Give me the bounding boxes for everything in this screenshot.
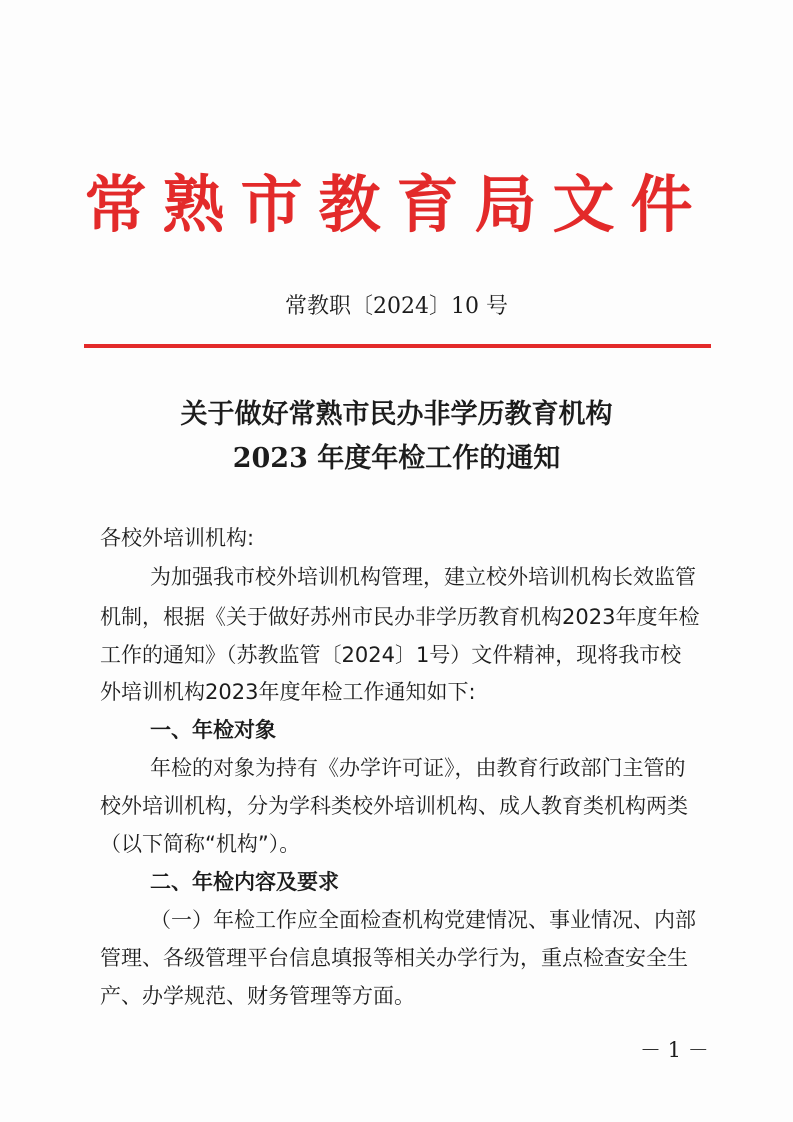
page-number: － 1 － xyxy=(640,1038,709,1062)
notice-title-line-2: 2023 年度年检工作的通知 xyxy=(232,443,561,474)
body-line: （以下简称“机构”）。 xyxy=(100,832,301,856)
section-heading-1: 一、年检对象 xyxy=(150,718,276,742)
section-heading-2: 二、年检内容及要求 xyxy=(150,870,339,894)
body-line: 外培训机构2023年度年检工作通知如下: xyxy=(100,680,476,704)
document-number: 常教职〔2024〕10 号 xyxy=(285,294,508,319)
body-line: 工作的通知》（苏教监管〔2024〕1号）文件精神，现将我市校 xyxy=(100,643,682,667)
body-line: 年检的对象为持有《办学许可证》，由教育行政部门主管的 xyxy=(150,756,686,780)
document-header-title: 常熟市教育局文件 xyxy=(84,168,709,241)
body-line: 为加强我市校外培训机构管理，建立校外培训机构长效监管 xyxy=(150,565,696,589)
body-line: 产、办学规范、财务管理等方面。 xyxy=(100,984,415,1008)
salutation: 各校外培训机构: xyxy=(100,526,255,550)
body-line: （一）年检工作应全面检查机构党建情况、事业情况、内部 xyxy=(150,908,696,932)
red-divider-line xyxy=(84,344,711,348)
body-line: 机制，根据《关于做好苏州市民办非学历教育机构2023年度年检 xyxy=(100,605,700,629)
notice-title-line-1: 关于做好常熟市民办非学历教育机构 xyxy=(180,399,613,430)
body-line: 校外培训机构，分为学科类校外培训机构、成人教育类机构两类 xyxy=(100,794,688,818)
body-line: 管理、各级管理平台信息填报等相关办学行为，重点检查安全生 xyxy=(100,946,688,970)
